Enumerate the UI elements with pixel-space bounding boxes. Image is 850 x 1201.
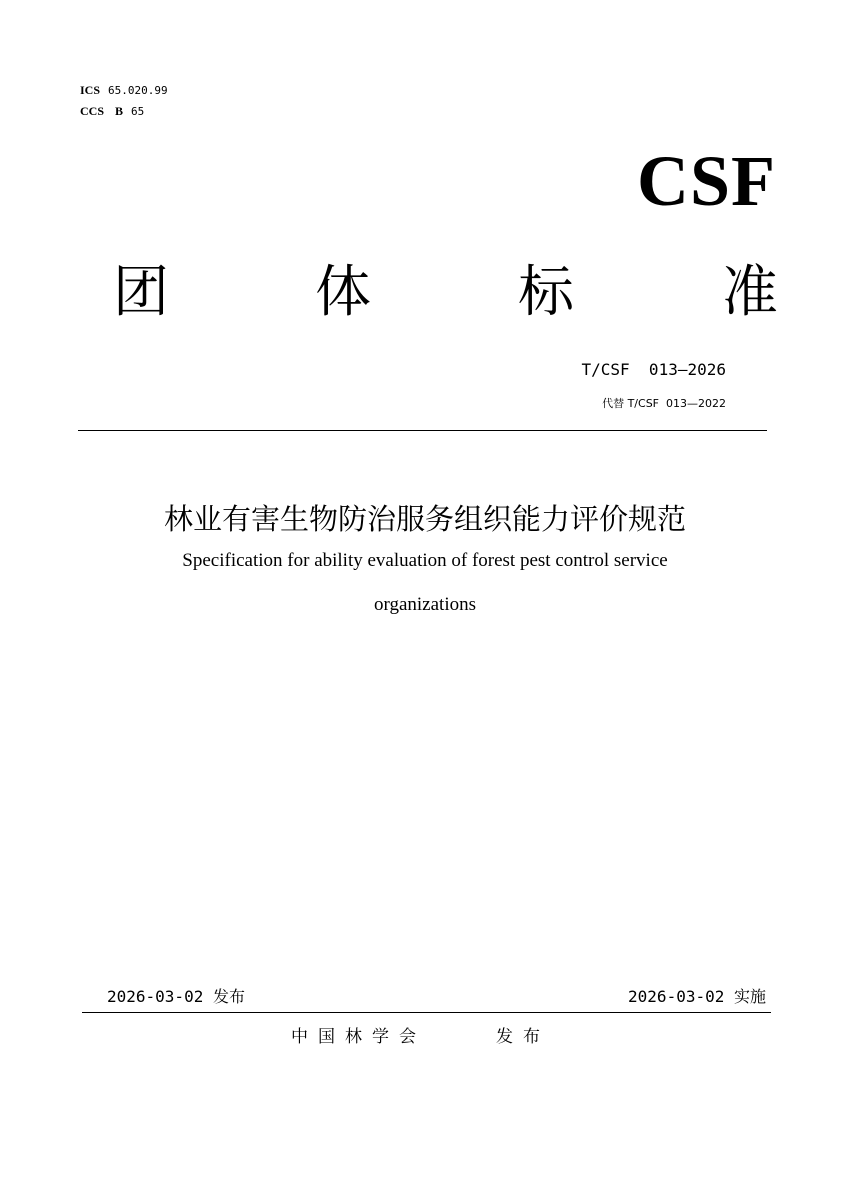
title-english-line-1: Specification for ability evaluation of forest pest control service	[182, 550, 668, 571]
publish-label: 发布	[496, 1027, 550, 1047]
standard-type-char-2: 体	[315, 260, 371, 325]
ics-line	[80, 83, 168, 98]
ccs-line	[80, 104, 144, 119]
title-english-line-2: organizations	[373, 594, 476, 615]
standard-type-char-4: 准	[722, 260, 778, 325]
standard-number: T/CSF 013—2026	[581, 360, 726, 379]
issue-date: 2026-03-02 发布	[107, 987, 245, 1006]
replaces-standard: 代替 T/CSF 013—2022	[602, 397, 726, 410]
ccs-letter: B	[115, 104, 124, 118]
ccs-label: CCS	[80, 104, 105, 118]
header-divider	[78, 430, 767, 431]
title-chinese: 林业有害生物防治服务组织能力评价规范	[163, 502, 686, 536]
ics-label: ICS	[80, 83, 101, 97]
standard-type-char-1: 团	[113, 260, 169, 325]
standard-type-char-3: 标	[518, 260, 574, 325]
brand-logo-text: CSF	[636, 141, 776, 221]
footer-divider	[82, 1012, 771, 1013]
ics-value: 65.020.99	[108, 84, 168, 97]
implementation-date: 2026-03-02 实施	[628, 987, 766, 1006]
ccs-value: 65	[131, 105, 145, 118]
publisher-name: 中国林学会	[291, 1027, 426, 1047]
